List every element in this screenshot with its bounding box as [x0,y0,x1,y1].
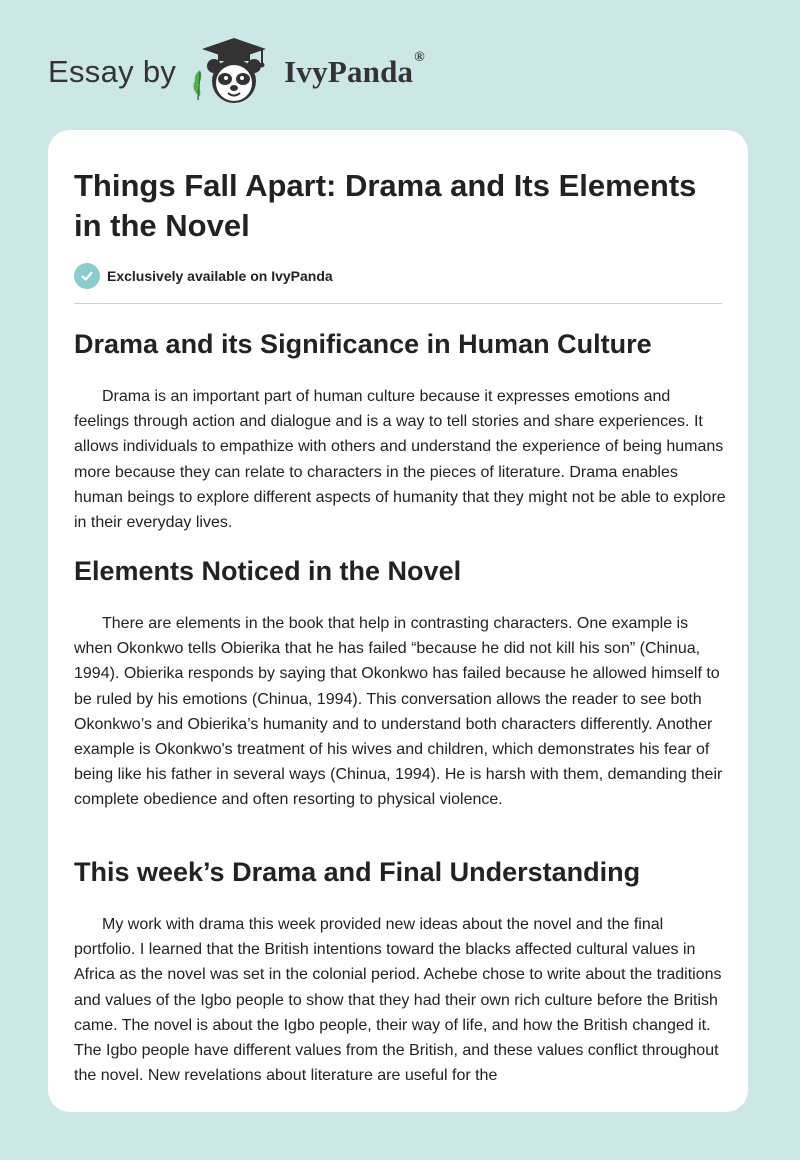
section-paragraph-final-understanding: My work with drama this week provided new ideas about the novel and the final portfolio. I learned that the British intentions toward the blacks affected cultural values in Africa as the novel was set in the colonial period. Achebe chose to write about the traditions and values of the Igbo people to show that they had their own rich culture before the British came. The novel is about the Igbo people, their way of life, and how the British changed it. The Igbo people have different values from the British, and these values conflict throughout the novel. New revelations about literature are useful for the [74,916,722,1085]
section-heading-elements-noticed: Elements Noticed in the Novel [74,556,462,586]
brand-name[interactable] [284,50,425,90]
essay-card [48,130,748,1112]
registered-mark: ® [414,50,425,65]
section-paragraph-elements-noticed: There are elements in the book that help in contrasting characters. One example is when Okonkwo tells Obierika that he has failed “because he did not kill his son” (Chinua, 1994). Obierika responds by saying that Okonkwo has failed because he allowed himself to be ruled by his emotions (Chinua, 1994). This conversation allows the reader to see both Okonkwo’s and Obierika’s humanity and to understand both characters differently. Another example is Okonkwo's treatment of his wives and children, which demonstrates his fear of being like his father in several ways (Chinua, 1994). He is harsh with them, demanding their complete obedience and often resorting to physical violence. [74,615,723,809]
panda-graduate-icon[interactable] [188,36,280,108]
brand-text: IvyPanda [284,54,414,89]
section-heading-drama-significance: Drama and its Significance in Human Culture [74,329,652,359]
section-paragraph-drama-significance: Drama is an important part of human culture because it expresses emotions and feelings through action and dialogue and is a way to tell stories and share experiences. It allows individuals to empathize with others and understand the experience of being humans more because they can relate to characters in the pieces of literature. Drama enables human beings to explore different aspects of humanity that they might not be able to explore in their everyday lives. [74,388,726,532]
site-header [48,36,425,108]
check-circle-icon [74,263,100,289]
section-heading-final-understanding: This week’s Drama and Final Understanding [74,857,641,887]
title-divider [74,303,722,304]
exclusive-badge-text: Exclusively available on IvyPanda [107,268,333,284]
page-title: Things Fall Apart: Drama and Its Elements in the Novel [74,168,697,243]
essay-by-label: Essay by [48,54,177,89]
exclusive-badge [74,263,333,289]
